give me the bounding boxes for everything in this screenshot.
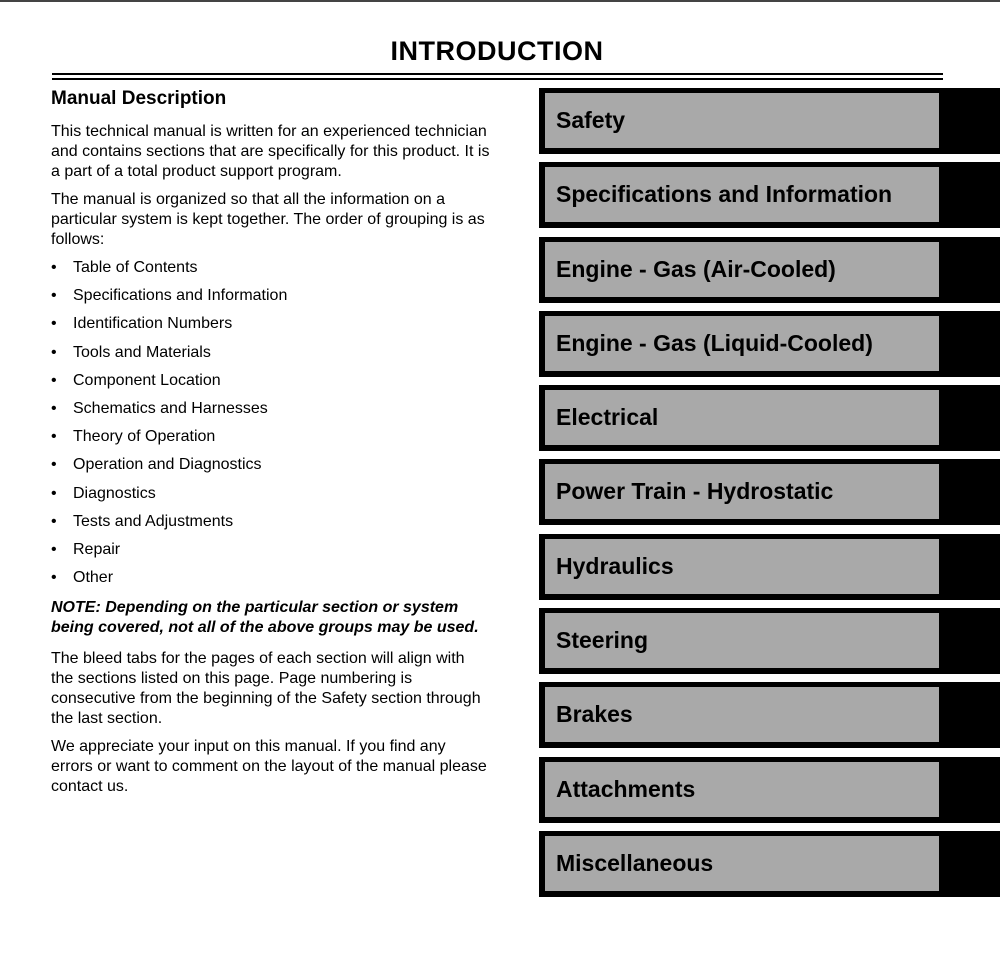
list-item: • Tests and Adjustments xyxy=(51,512,491,532)
bleed-tab xyxy=(944,757,1000,823)
section-tab-hydraulics[interactable] xyxy=(539,534,1000,600)
section-tab-engine-liquid-cooled[interactable] xyxy=(539,311,1000,377)
list-item: • Specifications and Information xyxy=(51,286,491,306)
list-item: • Operation and Diagnostics xyxy=(51,455,491,475)
list-item: • Component Location xyxy=(51,371,491,391)
section-tab-label: Steering xyxy=(545,613,939,668)
page-title: INTRODUCTION xyxy=(390,36,604,66)
section-tab-label: Attachments xyxy=(545,762,939,817)
section-tab-engine-air-cooled[interactable] xyxy=(539,237,1000,303)
manual-description-column xyxy=(51,88,491,805)
section-tab-label: Power Train - Hydrostatic xyxy=(545,464,939,519)
note-text: NOTE: Depending on the particular section or system being covered, not all of the above groups may be used. xyxy=(51,599,479,637)
bleed-tab xyxy=(944,88,1000,154)
closing-paragraph: We appreciate your input on this manual. If you find any errors or want to comment on the layout of the manual please contact us. xyxy=(51,738,487,796)
bleed-tab xyxy=(944,385,1000,451)
bleed-tab xyxy=(944,459,1000,525)
list-item: • Schematics and Harnesses xyxy=(51,399,491,419)
bleed-tab xyxy=(944,237,1000,303)
list-item: • Other xyxy=(51,568,491,588)
title-underline-top xyxy=(52,73,943,75)
bleed-tab xyxy=(944,682,1000,748)
list-item: • Table of Contents xyxy=(51,258,491,278)
section-heading: Manual Description xyxy=(51,88,227,109)
section-tab-attachments[interactable] xyxy=(539,757,1000,823)
bleed-tab xyxy=(944,162,1000,228)
intro-paragraph: The manual is organized so that all the information on a particular system is kept together. The order of grouping is as follows: xyxy=(51,191,485,248)
section-tab-electrical[interactable] xyxy=(539,385,1000,451)
section-tab-label: Engine - Gas (Air-Cooled) xyxy=(545,242,939,297)
section-tab-safety[interactable] xyxy=(539,88,1000,154)
list-item: • Repair xyxy=(51,540,491,560)
closing-paragraph: The bleed tabs for the pages of each section will align with the sections listed on this page. Page numbering is consecutive from the beginning of the Safety section through the last section. xyxy=(51,650,481,728)
top-border-line xyxy=(0,0,1000,2)
section-tab-steering[interactable] xyxy=(539,608,1000,674)
section-tab-label: Safety xyxy=(545,93,939,148)
list-item: • Diagnostics xyxy=(51,484,491,504)
intro-paragraph: This technical manual is written for an experienced technician and contains sections that are specifically for this product. It is a part of a total product support program. xyxy=(51,123,490,180)
bleed-tab xyxy=(944,311,1000,377)
section-tab-list xyxy=(539,88,1000,905)
bleed-tab xyxy=(944,534,1000,600)
section-tab-specifications[interactable] xyxy=(539,162,1000,228)
bleed-tab xyxy=(944,831,1000,897)
section-tab-brakes[interactable] xyxy=(539,682,1000,748)
list-item: • Identification Numbers xyxy=(51,314,491,334)
group-list xyxy=(51,258,491,588)
bleed-tab xyxy=(944,608,1000,674)
section-tab-label: Brakes xyxy=(545,687,939,742)
section-tab-power-train[interactable] xyxy=(539,459,1000,525)
section-tab-label: Hydraulics xyxy=(545,539,939,594)
list-item: • Tools and Materials xyxy=(51,343,491,363)
list-item: • Theory of Operation xyxy=(51,427,491,447)
section-tab-label: Miscellaneous xyxy=(545,836,939,891)
section-tab-miscellaneous[interactable] xyxy=(539,831,1000,897)
section-tab-label: Electrical xyxy=(545,390,939,445)
title-underline-bottom xyxy=(52,78,943,80)
section-tab-label: Specifications and Information xyxy=(545,167,939,222)
section-tab-label: Engine - Gas (Liquid-Cooled) xyxy=(545,316,939,371)
